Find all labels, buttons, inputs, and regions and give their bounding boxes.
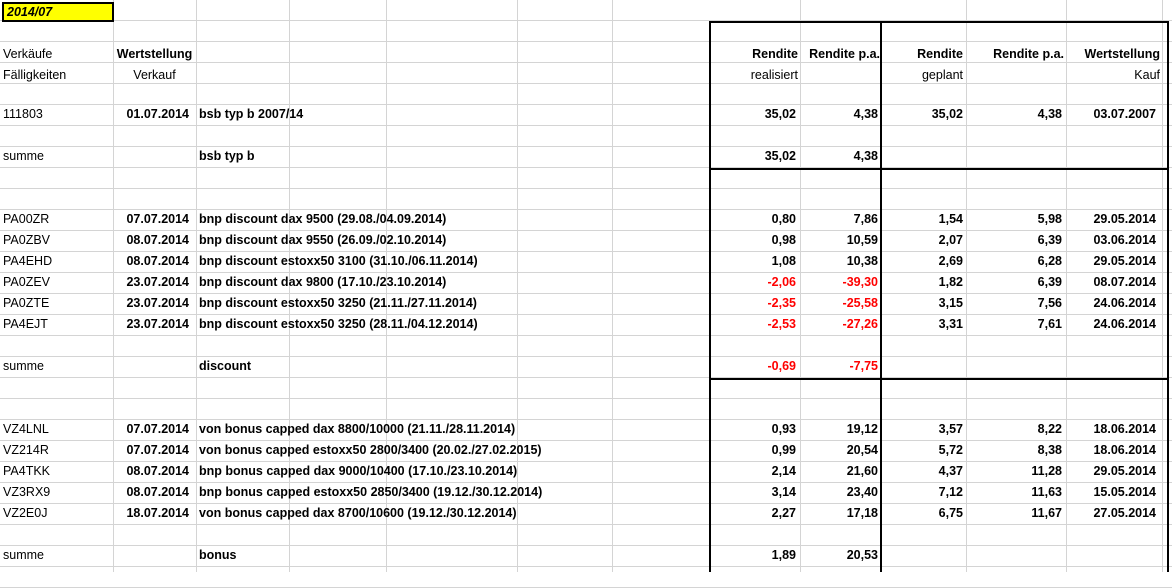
cell-name[interactable]: bnp discount dax 9550 (26.09./02.10.2014) (199, 233, 447, 247)
header-wertstellung-kauf[interactable]: Wertstellung (1084, 47, 1160, 61)
cell-id[interactable]: VZ2E0J (3, 506, 48, 520)
grid-row (0, 189, 1172, 210)
cell-name[interactable]: bnp discount estoxx50 3100 (31.10./06.11.2014) (199, 254, 478, 268)
cell-kauf[interactable]: 29.05.2014 (1093, 254, 1156, 268)
cell-kauf[interactable]: 18.06.2014 (1093, 443, 1156, 457)
cell-id[interactable]: VZ3RX9 (3, 485, 51, 499)
cell-name[interactable]: bnp discount dax 9500 (29.08./04.09.2014) (199, 212, 447, 226)
cell-plan[interactable] (883, 545, 963, 565)
cell-plan[interactable]: 1,54 (938, 212, 963, 226)
cell-plan_pa[interactable]: 8,22 (1037, 422, 1062, 436)
cell-pa[interactable]: 21,60 (846, 464, 878, 478)
cell-kauf[interactable]: 27.05.2014 (1093, 506, 1156, 520)
border-mid (880, 21, 882, 572)
header-geplant[interactable]: geplant (921, 68, 963, 82)
cell-id[interactable]: summe (3, 149, 44, 163)
cell-name[interactable]: bsb typ b (199, 149, 255, 163)
cell-date[interactable] (113, 146, 189, 166)
cell-plan[interactable]: 5,72 (938, 443, 963, 457)
grid-row (0, 126, 1172, 147)
cell-date[interactable]: 07.07.2014 (126, 443, 189, 457)
header-rendite-pa[interactable]: Rendite p.a. (809, 47, 880, 61)
cell-plan_pa[interactable]: 6,39 (1037, 275, 1062, 289)
cell-pa[interactable]: -7,75 (849, 359, 878, 373)
cell-date[interactable]: 08.07.2014 (126, 233, 189, 247)
cell-date[interactable] (113, 545, 189, 565)
cell-kauf[interactable] (1066, 545, 1156, 565)
cell-pa[interactable]: 20,53 (846, 548, 878, 562)
cell-kauf[interactable]: 29.05.2014 (1093, 464, 1156, 478)
cell-plan[interactable] (883, 146, 963, 166)
cell-plan[interactable]: 2,07 (938, 233, 963, 247)
border-right (1167, 21, 1169, 572)
cell-name[interactable]: bnp discount dax 9800 (17.10./23.10.2014) (199, 275, 447, 289)
cell-real[interactable]: 0,99 (771, 443, 796, 457)
cell-kauf[interactable]: 29.05.2014 (1093, 212, 1156, 226)
cell-name[interactable]: von bonus capped dax 8700/10600 (19.12./30.12.2014) (199, 506, 517, 520)
grid-row (0, 84, 1172, 105)
cell-id[interactable]: PA0ZEV (3, 275, 51, 289)
cell-name[interactable]: bnp discount estoxx50 3250 (28.11./04.12.2014) (199, 317, 478, 331)
grid-row (0, 525, 1172, 546)
cell-plan[interactable]: 6,75 (938, 506, 963, 520)
cell-date[interactable] (113, 356, 189, 376)
cell-date[interactable]: 07.07.2014 (126, 212, 189, 226)
cell-plan_pa[interactable]: 5,98 (1037, 212, 1062, 226)
cell-pa[interactable]: 19,12 (846, 422, 878, 436)
cell-date[interactable]: 18.07.2014 (126, 506, 189, 520)
cell-plan_pa[interactable]: 8,38 (1037, 443, 1062, 457)
cell-plan[interactable]: 4,37 (938, 464, 963, 478)
header-rendite-plan[interactable]: Rendite (917, 47, 963, 61)
cell-plan_pa[interactable] (966, 356, 1062, 376)
grid-row (0, 168, 1172, 189)
cell-plan_pa[interactable]: 7,61 (1037, 317, 1062, 331)
cell-date[interactable]: 23.07.2014 (126, 317, 189, 331)
cell-plan_pa[interactable] (966, 545, 1062, 565)
header-rendite-plan-pa[interactable]: Rendite p.a. (993, 47, 1064, 61)
cell-name[interactable]: discount (199, 359, 252, 373)
cell-kauf[interactable]: 24.06.2014 (1093, 317, 1156, 331)
cell-real[interactable]: 0,93 (771, 422, 796, 436)
cell-id[interactable]: VZ4LNL (3, 422, 49, 436)
cell-name[interactable]: von bonus capped estoxx50 2800/3400 (20.02./27.02.2015) (199, 443, 542, 457)
header-kauf[interactable]: Kauf (1134, 68, 1160, 82)
cell-kauf[interactable]: 15.05.2014 (1093, 485, 1156, 499)
cell-plan[interactable]: 1,82 (938, 275, 963, 289)
cell-real[interactable]: -2,53 (767, 317, 796, 331)
cell-id[interactable]: PA4TKK (3, 464, 51, 478)
border-top (709, 21, 1169, 23)
grid-row (0, 336, 1172, 357)
cell-date[interactable]: 07.07.2014 (126, 422, 189, 436)
cell-date[interactable]: 08.07.2014 (126, 464, 189, 478)
cell-plan_pa[interactable]: 11,67 (1031, 506, 1062, 520)
cell-pa[interactable]: 4,38 (853, 149, 878, 163)
cell-kauf[interactable] (1066, 356, 1156, 376)
cell-pa[interactable]: 10,38 (846, 254, 878, 268)
cell-plan_pa[interactable]: 7,56 (1037, 296, 1062, 310)
cell-pa[interactable]: 20,54 (846, 443, 878, 457)
header-rendite[interactable]: Rendite (752, 47, 798, 61)
cell-real[interactable]: 0,80 (771, 212, 796, 226)
cell-plan_pa[interactable]: 6,39 (1037, 233, 1062, 247)
cell-name[interactable]: bsb typ b 2007/14 (199, 107, 304, 121)
cell-id[interactable]: PA0ZBV (3, 233, 51, 247)
cell-name[interactable]: bnp bonus capped estoxx50 2850/3400 (19.12./30.12.2014) (199, 485, 543, 499)
cell-real[interactable]: 35,02 (764, 149, 796, 163)
cell-name[interactable]: von bonus capped dax 8800/10000 (21.11./28.11.2014) (199, 422, 516, 436)
border-section-1 (709, 168, 1169, 170)
cell-date[interactable]: 08.07.2014 (126, 485, 189, 499)
period-cell[interactable]: 2014/07 (2, 2, 114, 22)
cell-pa[interactable]: -25,58 (842, 296, 878, 310)
cell-pa[interactable]: -39,30 (842, 275, 878, 289)
grid-row (0, 21, 1172, 42)
cell-real[interactable]: 2,14 (771, 464, 796, 478)
cell-real[interactable]: 0,98 (771, 233, 796, 247)
cell-name[interactable]: bnp bonus capped dax 9000/10400 (17.10./23.10.2014) (199, 464, 518, 478)
cell-kauf[interactable]: 24.06.2014 (1093, 296, 1156, 310)
cell-real[interactable]: -0,69 (767, 359, 796, 373)
cell-pa[interactable]: 17,18 (846, 506, 878, 520)
cell-real[interactable]: 3,14 (771, 485, 796, 499)
grid-row (0, 399, 1172, 420)
cell-real[interactable]: -2,06 (767, 275, 796, 289)
cell-id[interactable]: 111803 (3, 107, 43, 121)
cell-id[interactable]: PA0ZTE (3, 296, 50, 310)
header-realisiert[interactable]: realisiert (750, 68, 798, 82)
border-section-2 (709, 378, 1169, 380)
header-wertstellung[interactable]: Wertstellung (116, 47, 193, 61)
cell-id[interactable]: VZ214R (3, 443, 49, 457)
cell-plan_pa[interactable]: 11,28 (1031, 464, 1062, 478)
grid-row (0, 567, 1172, 588)
cell-pa[interactable]: 23,40 (846, 485, 878, 499)
header-verkauf[interactable]: Verkauf (133, 68, 176, 82)
cell-plan_pa[interactable]: 11,63 (1031, 485, 1062, 499)
cell-plan[interactable]: 3,15 (938, 296, 963, 310)
cell-id[interactable]: summe (3, 359, 44, 373)
cell-kauf[interactable]: 03.07.2007 (1093, 107, 1156, 121)
cell-plan[interactable]: 3,31 (938, 317, 963, 331)
cell-name[interactable]: bonus (199, 548, 237, 562)
cell-date[interactable]: 08.07.2014 (126, 254, 189, 268)
grid-row (0, 378, 1172, 399)
cell-real[interactable]: 2,27 (771, 506, 796, 520)
cell-date[interactable]: 01.07.2014 (126, 107, 189, 121)
cell-kauf[interactable] (1066, 146, 1156, 166)
cell-plan[interactable]: 3,57 (938, 422, 963, 436)
cell-date[interactable]: 23.07.2014 (126, 296, 189, 310)
cell-plan_pa[interactable]: 6,28 (1037, 254, 1062, 268)
cell-pa[interactable]: 7,86 (853, 212, 878, 226)
cell-pa[interactable]: 10,59 (846, 233, 878, 247)
cell-name[interactable]: bnp discount estoxx50 3250 (21.11./27.11.2014) (199, 296, 477, 310)
cell-id[interactable]: PA00ZR (3, 212, 50, 226)
header-verkaeufe[interactable]: Verkäufe (3, 47, 53, 61)
border-left (709, 21, 711, 572)
cell-kauf[interactable]: 08.07.2014 (1093, 275, 1156, 289)
cell-plan[interactable]: 2,69 (938, 254, 963, 268)
cell-pa[interactable]: 4,38 (853, 107, 878, 121)
cell-plan[interactable]: 7,12 (938, 485, 963, 499)
grid-row (0, 0, 1172, 21)
cell-real[interactable]: -2,35 (767, 296, 796, 310)
cell-id[interactable]: PA4EHD (3, 254, 53, 268)
cell-plan_pa[interactable] (966, 146, 1062, 166)
header-faelligkeiten[interactable]: Fälligkeiten (3, 68, 67, 82)
cell-id[interactable]: summe (3, 548, 44, 562)
cell-real[interactable]: 1,89 (771, 548, 796, 562)
cell-real[interactable]: 1,08 (771, 254, 796, 268)
cell-id[interactable]: PA4EJT (3, 317, 48, 331)
cell-real[interactable]: 35,02 (764, 107, 796, 121)
cell-kauf[interactable]: 03.06.2014 (1093, 233, 1156, 247)
cell-pa[interactable]: -27,26 (842, 317, 878, 331)
cell-plan_pa[interactable]: 4,38 (1037, 107, 1062, 121)
cell-kauf[interactable]: 18.06.2014 (1093, 422, 1156, 436)
cell-plan[interactable] (883, 356, 963, 376)
cell-plan[interactable]: 35,02 (931, 107, 963, 121)
cell-date[interactable]: 23.07.2014 (126, 275, 189, 289)
